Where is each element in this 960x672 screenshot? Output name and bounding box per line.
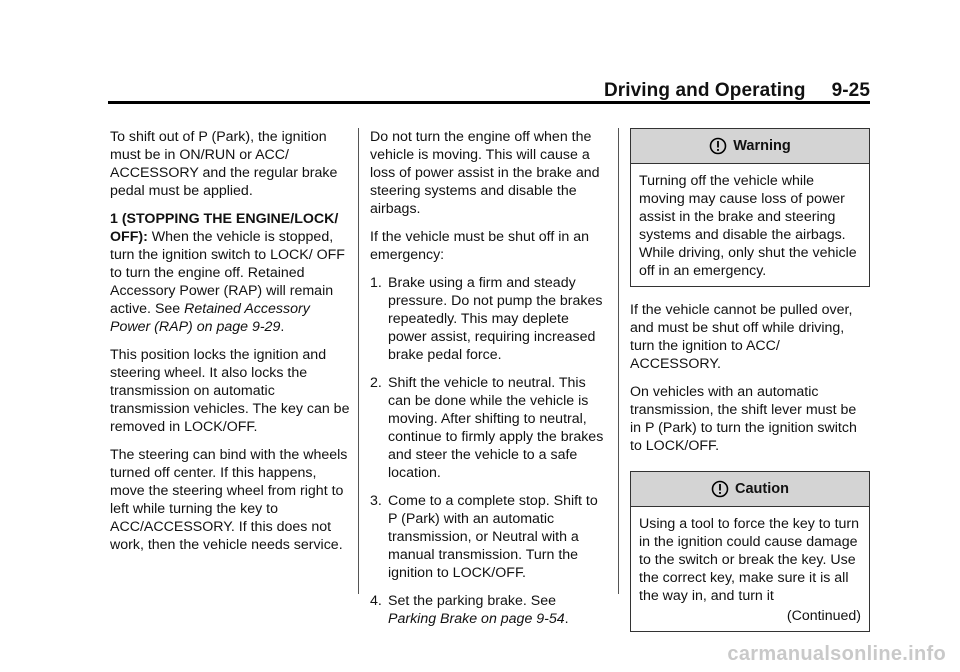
warning-header xyxy=(631,129,869,164)
caution-body xyxy=(631,507,869,631)
caution-header xyxy=(631,472,869,507)
paragraph: If the vehicle cannot be pulled over, and must be shut off while driving, turn the ignition to ACC/ ACCESSORY. xyxy=(630,302,853,372)
list-item xyxy=(370,592,610,628)
list-item xyxy=(370,492,610,582)
paragraph-text: . xyxy=(280,319,285,335)
header-title xyxy=(604,80,870,102)
step-list xyxy=(370,274,610,628)
warning-title: Warning xyxy=(733,138,791,154)
term-heading: 1 (STOPPING THE ENGINE/LOCK/ OFF): xyxy=(110,211,339,245)
paragraph: On vehicles with an automatic transmission, the shift lever must be in P (Park) to turn the ignition switch to LOCK/OFF. xyxy=(630,384,857,454)
step-text: Come to a complete stop. Shift to P (Park) with an automatic transmission, or Neutral with a manual transmission. Turn the ignition to LOCK/OFF. xyxy=(388,493,598,581)
column-2 xyxy=(370,128,610,638)
continued-label: (Continued) xyxy=(786,608,861,624)
column-3 xyxy=(630,128,870,646)
page-number: 9-25 xyxy=(831,80,870,101)
column-divider xyxy=(358,128,359,594)
step-number: 3. xyxy=(370,493,382,509)
step-number: 1. xyxy=(370,275,382,291)
cross-reference-link[interactable]: Retained Accessory Power (RAP) on page 9-29 xyxy=(110,301,310,335)
step-text: Shift the vehicle to neutral. This can be done while the vehicle is moving. After shifting to neutral, continue to firmly apply the brakes and steer the vehicle to a safe location. xyxy=(388,375,604,481)
column-divider xyxy=(618,128,619,594)
step-text: Brake using a firm and steady pressure. Do not pump the brakes repeatedly. This may deplete power assist, requiring increased brake pedal force. xyxy=(388,275,603,363)
caution-box xyxy=(630,471,870,632)
list-item xyxy=(370,274,610,364)
paragraph xyxy=(110,210,350,336)
paragraph: Do not turn the engine off when the vehicle is moving. This will cause a loss of power assist in the brake and steering systems and disable the airbags. xyxy=(370,129,600,217)
warning-box xyxy=(630,128,870,287)
paragraph: If the vehicle must be shut off in an emergency: xyxy=(370,229,589,263)
warning-body: Turning off the vehicle while moving may cause loss of power assist in the brake and steering systems and disable the airbags. While driving, only shut the vehicle off in an emergency. xyxy=(639,173,857,279)
page-header xyxy=(108,78,870,104)
paragraph: To shift out of P (Park), the ignition must be in ON/RUN or ACC/ ACCESSORY and the regular brake pedal must be applied. xyxy=(110,129,338,199)
step-number: 2. xyxy=(370,375,382,391)
step-text-part: Set the parking brake. See xyxy=(388,593,556,609)
caution-text: Using a tool to force the key to turn in the ignition could cause damage to the switch or break the key. Use the correct key, make sure it is all the way in, and turn it xyxy=(639,516,860,604)
paragraph: This position locks the ignition and steering wheel. It also locks the transmission on automatic transmission vehicles. The key can be removed in LOCK/OFF. xyxy=(110,347,350,435)
caution-title: Caution xyxy=(735,481,789,497)
step-text-part: . xyxy=(564,611,569,627)
paragraph-text: When the vehicle is stopped, turn the ignition switch to LOCK/ OFF to turn the engine off. Retained Accessory Power (RAP) will remain active. See xyxy=(110,229,345,317)
step-text xyxy=(388,592,610,628)
section-title: Driving and Operating xyxy=(603,80,806,101)
paragraph: The steering can bind with the wheels turned off center. If this happens, move the steering wheel from right to left while turning the key to ACC/ACCESSORY. If this does not work, then the vehicle needs service. xyxy=(110,447,348,553)
warning-icon xyxy=(709,137,727,155)
column-1 xyxy=(110,128,350,564)
cross-reference-link[interactable]: Parking Brake on page 9-54 xyxy=(388,611,565,627)
list-item xyxy=(370,374,610,482)
step-number: 4. xyxy=(370,593,382,609)
watermark: carmanualsonline.info xyxy=(727,643,946,665)
caution-icon xyxy=(711,480,729,498)
